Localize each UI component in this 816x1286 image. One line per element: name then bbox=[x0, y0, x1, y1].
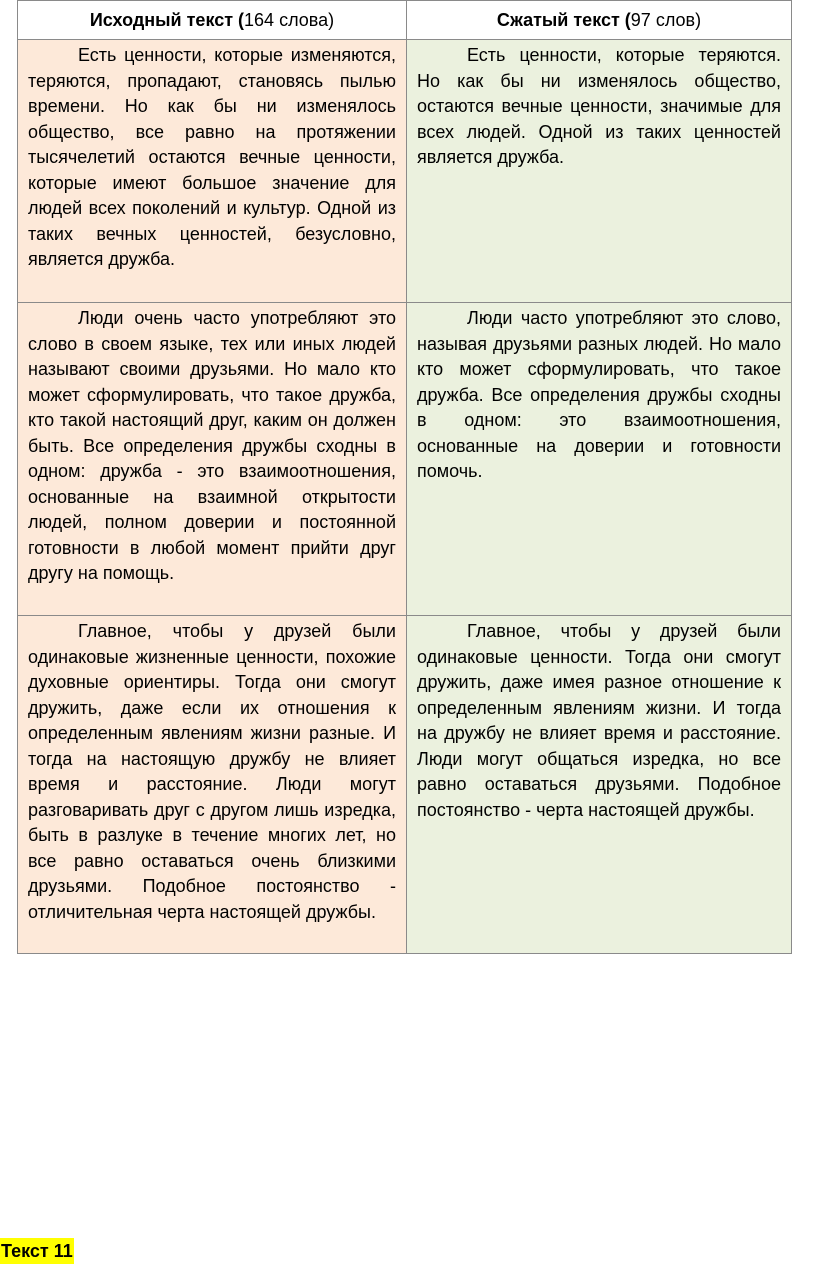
header-compressed-text bbox=[407, 1, 792, 40]
table-row bbox=[18, 616, 792, 954]
header-compressed-count: 97 слов) bbox=[630, 9, 702, 30]
header-original-count: 164 слова) bbox=[244, 9, 335, 30]
table-row bbox=[18, 40, 792, 303]
header-row bbox=[18, 1, 792, 40]
comparison-table bbox=[17, 0, 792, 954]
compressed-paragraph-2: Люди часто употребляют это слово, называя друзьями разных людей. Но мало кто может сформулировать, что такое дружба. Все определения дружбы сходны в одном: это взаимоотношения, основанные на доверии и готовности помочь. bbox=[407, 303, 792, 616]
header-original-title: Исходный текст ( bbox=[89, 9, 245, 30]
compressed-paragraph-3: Главное, чтобы у друзей были одинаковые ценности. Тогда они смогут дружить, даже имея разное отношение к определенным явлениям жизни. И тогда на дружбу не влияет время и расстояние. Люди могут общаться изредка, но все равно оставаться друзьями. Подобное постоянство - черта настоящей дружбы. bbox=[407, 616, 792, 954]
text-number-label: Текст 11 bbox=[0, 1238, 74, 1264]
original-paragraph-2: Люди очень часто употребляют это слово в своем языке, тех или иных людей называют своими друзьями. Но мало кто может сформулировать, что такое дружба, кто такой настоящий друг, каким он должен быть. Все определения дружбы сходны в одном: дружба - это взаимоотношения, основанные на взаимной открытости людей, полном доверии и постоянной готовности в любой момент прийти друг другу на помощь. bbox=[18, 303, 407, 616]
compressed-paragraph-1: Есть ценности, которые теряются. Но как бы ни изменялось общество, остаются вечные ценности, значимые для всех людей. Одной из таких ценностей является дружба. bbox=[407, 40, 792, 303]
original-paragraph-3: Главное, чтобы у друзей были одинаковые жизненные ценности, похожие духовные ориентиры. Тогда они смогут дружить, даже если их отношения к определенным явлениям жизни разные. И тогда на настоящую дружбу не влияет время и расстояние. Люди могут разговаривать друг с другом лишь изредка, быть в разлуке в течение многих лет, но все равно оставаться очень близкими друзьями. Подобное постоянство - отличительная черта настоящей дружбы. bbox=[18, 616, 407, 954]
header-compressed-title: Сжатый текст ( bbox=[496, 9, 631, 30]
original-paragraph-1: Есть ценности, которые изменяются, теряются, пропадают, становясь пылью времени. Но как бы ни изменялось общество, все равно на протяжении тысячелетий остаются вечные ценности, которые имеют большое значение для людей всех поколений и культур. Одной из таких вечных ценностей, безусловно, является дружба. bbox=[18, 40, 407, 303]
table-row bbox=[18, 303, 792, 616]
header-original-text bbox=[18, 1, 407, 40]
